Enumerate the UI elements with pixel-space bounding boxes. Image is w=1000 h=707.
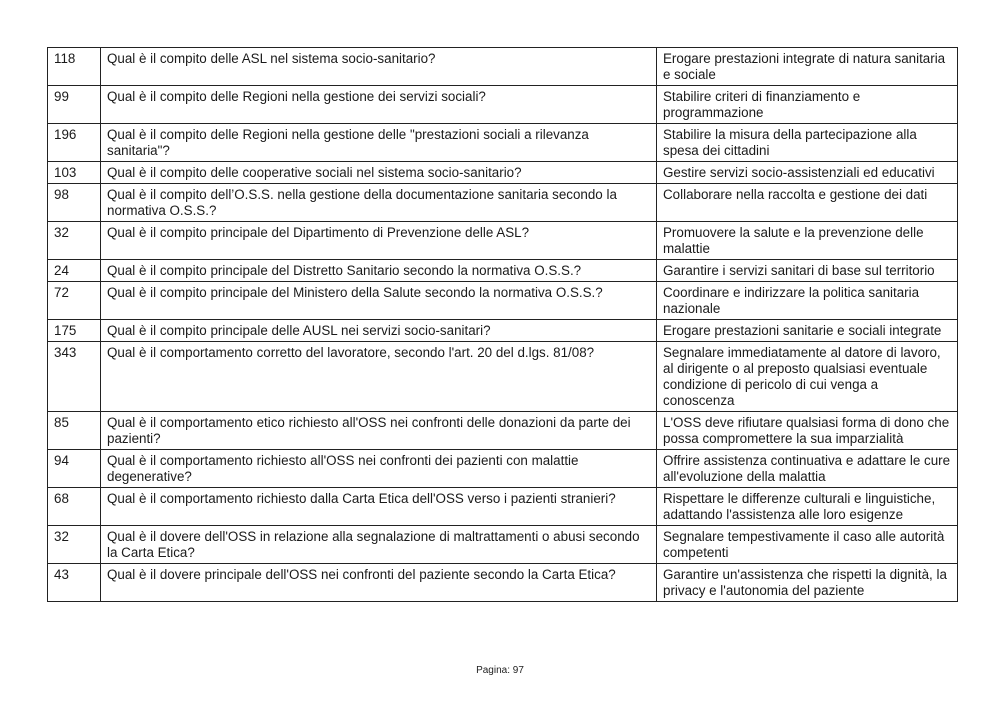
answer-text: Segnalare tempestivamente il caso alle autorità competenti xyxy=(657,526,958,564)
answer-text: Coordinare e indirizzare la politica sanitaria nazionale xyxy=(657,282,958,320)
question-text: Qual è il compito principale del Distretto Sanitario secondo la normativa O.S.S.? xyxy=(101,260,657,282)
question-number: 24 xyxy=(48,260,101,282)
answer-text: Stabilire criteri di finanziamento e programmazione xyxy=(657,86,958,124)
answer-text: L'OSS deve rifiutare qualsiasi forma di dono che possa compromettere la sua imparzialità xyxy=(657,412,958,450)
answer-text: Erogare prestazioni integrate di natura sanitaria e sociale xyxy=(657,48,958,86)
table-row xyxy=(48,450,958,488)
table-row xyxy=(48,124,958,162)
question-text: Qual è il compito delle Regioni nella gestione dei servizi sociali? xyxy=(101,86,657,124)
question-text: Qual è il compito delle cooperative sociali nel sistema socio-sanitario? xyxy=(101,162,657,184)
table-row xyxy=(48,86,958,124)
question-number: 32 xyxy=(48,526,101,564)
table-row xyxy=(48,282,958,320)
answer-text: Garantire un'assistenza che rispetti la dignità, la privacy e l'autonomia del paziente xyxy=(657,564,958,602)
table-row xyxy=(48,48,958,86)
question-number: 103 xyxy=(48,162,101,184)
table-row xyxy=(48,342,958,412)
answer-text: Rispettare le differenze culturali e linguistiche, adattando l'assistenza alle loro esigenze xyxy=(657,488,958,526)
question-number: 94 xyxy=(48,450,101,488)
page-footer xyxy=(0,665,1000,676)
question-text: Qual è il comportamento richiesto dalla Carta Etica dell'OSS verso i pazienti stranieri? xyxy=(101,488,657,526)
answer-text: Erogare prestazioni sanitarie e sociali integrate xyxy=(657,320,958,342)
question-number: 68 xyxy=(48,488,101,526)
question-text: Qual è il dovere principale dell'OSS nei confronti del paziente secondo la Carta Etica? xyxy=(101,564,657,602)
question-number: 72 xyxy=(48,282,101,320)
page-number-label: Pagina: 97 xyxy=(476,665,524,676)
question-number: 99 xyxy=(48,86,101,124)
answer-text: Garantire i servizi sanitari di base sul territorio xyxy=(657,260,958,282)
question-text: Qual è il compito delle ASL nel sistema socio-sanitario? xyxy=(101,48,657,86)
question-text: Qual è il comportamento etico richiesto all'OSS nei confronti delle donazioni da parte dei pazienti? xyxy=(101,412,657,450)
table-row xyxy=(48,260,958,282)
question-number: 85 xyxy=(48,412,101,450)
question-number: 175 xyxy=(48,320,101,342)
question-text: Qual è il compito principale delle AUSL nei servizi socio-sanitari? xyxy=(101,320,657,342)
question-text: Qual è il dovere dell'OSS in relazione alla segnalazione di maltrattamenti o abusi secondo la Carta Etica? xyxy=(101,526,657,564)
question-number: 196 xyxy=(48,124,101,162)
question-text: Qual è il compito dell’O.S.S. nella gestione della documentazione sanitaria secondo la normativa O.S.S.? xyxy=(101,184,657,222)
answer-text: Collaborare nella raccolta e gestione dei dati xyxy=(657,184,958,222)
table-row xyxy=(48,488,958,526)
answer-text: Gestire servizi socio-assistenziali ed educativi xyxy=(657,162,958,184)
question-text: Qual è il compito delle Regioni nella gestione delle "prestazioni sociali a rilevanza sanitaria"? xyxy=(101,124,657,162)
table-row xyxy=(48,162,958,184)
qa-table xyxy=(47,47,958,602)
answer-text: Promuovere la salute e la prevenzione delle malattie xyxy=(657,222,958,260)
table-row xyxy=(48,184,958,222)
qa-table-body xyxy=(48,48,958,602)
question-text: Qual è il comportamento corretto del lavoratore, secondo l'art. 20 del d.lgs. 81/08? xyxy=(101,342,657,412)
answer-text: Segnalare immediatamente al datore di lavoro, al dirigente o al preposto qualsiasi eventuale condizione di pericolo di cui venga a conoscenza xyxy=(657,342,958,412)
question-text: Qual è il compito principale del Dipartimento di Prevenzione delle ASL? xyxy=(101,222,657,260)
table-row xyxy=(48,412,958,450)
table-row xyxy=(48,320,958,342)
question-text: Qual è il comportamento richiesto all'OSS nei confronti dei pazienti con malattie degenerative? xyxy=(101,450,657,488)
question-number: 43 xyxy=(48,564,101,602)
answer-text: Offrire assistenza continuativa e adattare le cure all'evoluzione della malattia xyxy=(657,450,958,488)
question-number: 118 xyxy=(48,48,101,86)
question-text: Qual è il compito principale del Ministero della Salute secondo la normativa O.S.S.? xyxy=(101,282,657,320)
question-number: 98 xyxy=(48,184,101,222)
table-row xyxy=(48,526,958,564)
question-number: 32 xyxy=(48,222,101,260)
answer-text: Stabilire la misura della partecipazione alla spesa dei cittadini xyxy=(657,124,958,162)
table-row xyxy=(48,564,958,602)
table-row xyxy=(48,222,958,260)
question-number: 343 xyxy=(48,342,101,412)
